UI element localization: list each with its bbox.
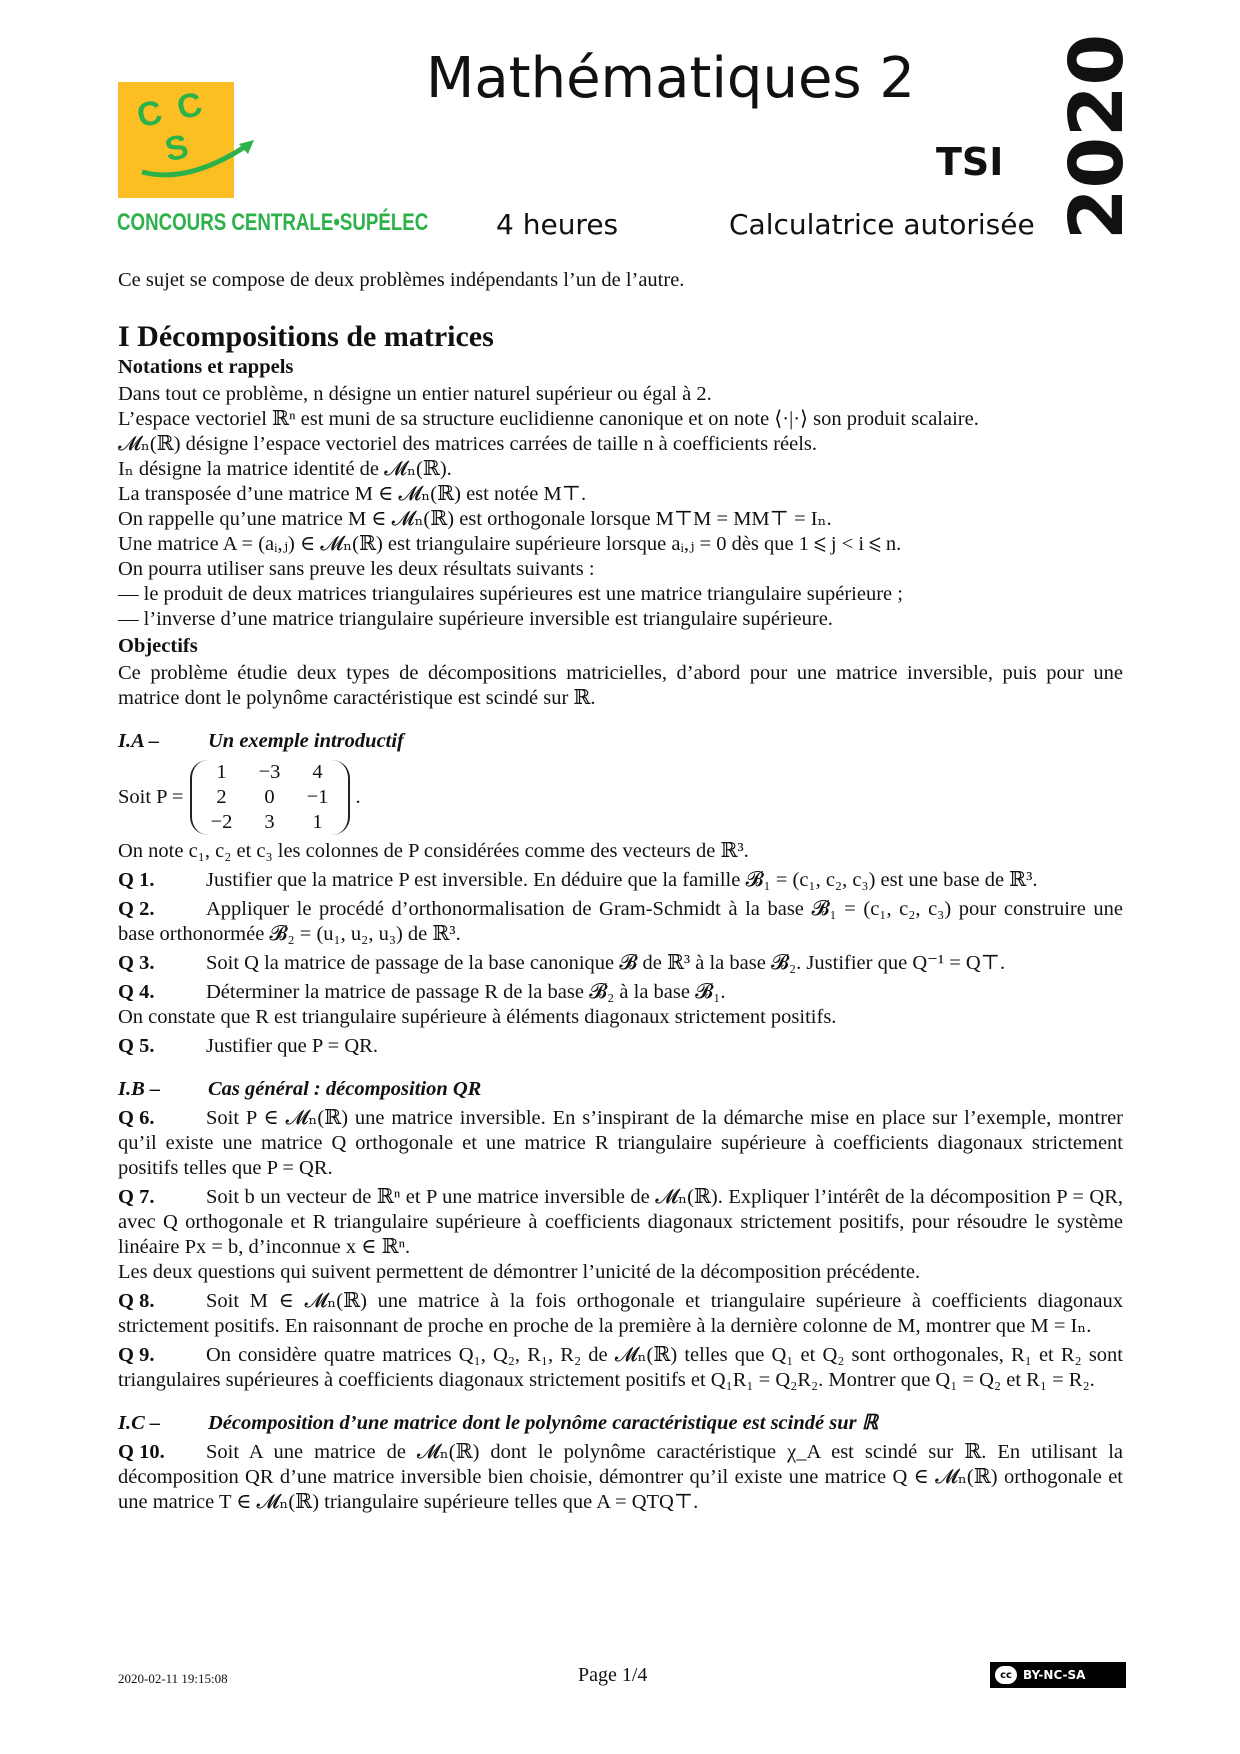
section-heading-ib xyxy=(118,1077,1123,1102)
question-number: Q 9. xyxy=(118,1344,155,1366)
notation-line: Une matrice A = (aᵢ,ⱼ) ∈ 𝓜ₙ(ℝ) est triangulaire supérieure lorsque aᵢ,ⱼ = 0 dès que 1 ⩽ j < i ⩽ n. xyxy=(118,533,902,555)
duration-label: 4 heures xyxy=(496,208,619,241)
page-title: Mathématiques 2 xyxy=(426,46,916,111)
year-label xyxy=(1050,34,1140,240)
license-badge xyxy=(990,1662,1126,1688)
notations-heading: Notations et rappels xyxy=(118,356,294,378)
question-number: Q 5. xyxy=(118,1035,155,1057)
question-q7 xyxy=(118,1185,1123,1260)
section-title: Un exemple introductif xyxy=(208,730,404,752)
bullet-item: — le produit de deux matrices triangulaires supérieures est une matrice triangulaire supérieure ; xyxy=(118,583,903,605)
question-number: Q 7. xyxy=(118,1186,155,1208)
notation-line: L’espace vectoriel ℝⁿ est muni de sa structure euclidienne canonique et on note ⟨·|·⟩ son produit scalaire. xyxy=(118,408,979,430)
notation-line: Iₙ désigne la matrice identité de 𝓜ₙ(ℝ). xyxy=(118,458,452,480)
matrix-label: Soit P = xyxy=(118,786,184,808)
notation-line: On rappelle qu’une matrice M ∈ 𝓜ₙ(ℝ) est orthogonale lorsque M⊤M = MM⊤ = Iₙ. xyxy=(118,508,832,530)
section-title: Cas général : décomposition QR xyxy=(208,1078,482,1100)
section-number: I.A – xyxy=(118,730,160,752)
notation-line: 𝓜ₙ(ℝ) désigne l’espace vectoriel des matrices carrées de taille n à coefficients réels. xyxy=(118,433,818,455)
question-text: Soit Q la matrice de passage de la base canonique 𝓑 de ℝ³ à la base 𝓑₂. Justifier que Q⁻¹ = Q⊤. xyxy=(206,952,1006,974)
question-q10 xyxy=(118,1440,1123,1515)
matrix-cell: −3 xyxy=(258,761,281,783)
logo-letter-s: S xyxy=(161,127,192,170)
section-title: Décomposition d’une matrice dont le polynôme caractéristique est scindé sur ℝ xyxy=(208,1412,878,1434)
logo-swoosh xyxy=(142,146,246,175)
calculator-label: Calculatrice autorisée xyxy=(729,208,1035,241)
matrix-cell: 4 xyxy=(312,761,323,783)
matrix-cell: 0 xyxy=(264,786,275,808)
question-text: Justifier que la matrice P est inversible. En déduire que la famille 𝓑₁ = (c₁, c₂, c₃) est une base de ℝ³. xyxy=(206,869,1038,891)
matrix-end: . xyxy=(355,786,361,808)
question-q5 xyxy=(118,1034,1123,1059)
notation-line: Dans tout ce problème, n désigne un entier naturel supérieur ou égal à 2. xyxy=(118,383,712,405)
question-text: On considère quatre matrices Q₁, Q₂, R₁, R₂ de 𝓜ₙ(ℝ) telles que Q₁ et Q₂ sont orthogonales, R₁ et R₂ sont triangulaires supérieures à coefficients diagonaux strictement positifs et Q₁R₁ = Q₂R₂. Montrer que Q₁ = Q₂ et R₁ = R₂. xyxy=(118,1344,1123,1391)
objectives-text: Ce problème étudie deux types de décompositions matricielles, d’abord pour une matrice inversible, puis pour une matrice dont le polynôme caractéristique est scindé sur ℝ. xyxy=(118,662,1123,709)
logo-letter-c2: C xyxy=(173,85,206,128)
question-number: Q 6. xyxy=(118,1107,155,1129)
question-number: Q 8. xyxy=(118,1290,155,1312)
footer-timestamp: 2020-02-11 19:15:08 xyxy=(118,1671,228,1686)
section-remark: Les deux questions qui suivent permettent de démontrer l’unicité de la décomposition précédente. xyxy=(118,1261,921,1283)
question-q9 xyxy=(118,1343,1123,1393)
question-number: Q 4. xyxy=(118,981,155,1003)
license-text: BY-NC-SA xyxy=(1023,1668,1086,1682)
question-q4 xyxy=(118,980,1123,1005)
matrix-cell: −2 xyxy=(210,811,233,833)
question-q6 xyxy=(118,1106,1123,1181)
track-label: TSI xyxy=(936,140,1004,184)
objectives-heading: Objectifs xyxy=(118,635,198,657)
notation-line: On pourra utiliser sans preuve les deux résultats suivants : xyxy=(118,558,595,580)
question-text: Justifier que P = QR. xyxy=(206,1035,378,1057)
matrix-cell: 1 xyxy=(312,811,323,833)
question-q3 xyxy=(118,951,1123,976)
question-q1 xyxy=(118,868,1123,893)
question-text: Déterminer la matrice de passage R de la base 𝓑₂ à la base 𝓑₁. xyxy=(206,981,726,1003)
matrix-cell: 1 xyxy=(216,761,227,783)
question-text: Appliquer le procédé d’orthonormalisation de Gram-Schmidt à la base 𝓑₁ = (c₁, c₂, c₃) pour construire une base orthonormée 𝓑₂ = (u₁, u₂, u₃) de ℝ³. xyxy=(118,898,1123,945)
matrix-cell: 3 xyxy=(264,811,275,833)
notation-line: La transposée d’une matrice M ∈ 𝓜ₙ(ℝ) est notée M⊤. xyxy=(118,483,587,505)
page-number: Page 1/4 xyxy=(578,1664,648,1686)
year-text: 2020 xyxy=(1054,34,1140,240)
question-number: Q 2. xyxy=(118,898,155,920)
matrix-p xyxy=(190,760,350,835)
logo-letter-c1: C xyxy=(133,93,166,136)
question-number: Q 3. xyxy=(118,952,155,974)
section-heading-ia xyxy=(118,729,1123,754)
logo xyxy=(118,82,234,198)
document-body xyxy=(118,268,1123,1515)
matrix-definition xyxy=(118,760,1123,835)
matrix-cell: −1 xyxy=(306,786,329,808)
question-number: Q 10. xyxy=(118,1441,165,1463)
section-note: On note c₁, c₂ et c₃ les colonnes de P considérées comme des vecteurs de ℝ³. xyxy=(118,840,749,862)
logo-mark-icon xyxy=(118,82,234,198)
intro-text: Ce sujet se compose de deux problèmes indépendants l’un de l’autre. xyxy=(118,269,685,291)
question-q2 xyxy=(118,897,1123,947)
bullet-item: — l’inverse d’une matrice triangulaire supérieure inversible est triangulaire supérieure. xyxy=(118,608,833,630)
question-text: Soit A une matrice de 𝓜ₙ(ℝ) dont le polynôme caractéristique χ_A est scindé sur ℝ. En utilisant la décomposition QR d’une matrice inversible bien choisie, démontrer qu’il existe une matrice Q ∈ 𝓜ₙ(ℝ) orthogonale et une matrice T ∈ 𝓜ₙ(ℝ) triangulaire supérieure telles que A = QTQ⊤. xyxy=(118,1441,1123,1513)
logo-text: CONCOURS CENTRALE•SUPÉLEC xyxy=(117,209,429,236)
question-number: Q 1. xyxy=(118,869,155,891)
matrix-cell: 2 xyxy=(216,786,227,808)
question-text: Soit P ∈ 𝓜ₙ(ℝ) une matrice inversible. En s’inspirant de la démarche mise en place sur l’exemple, montrer qu’il existe une matrice Q orthogonale et une matrice R triangulaire supérieure à coefficients diagonaux strictement positifs telles que P = QR. xyxy=(118,1107,1123,1179)
section-remark: On constate que R est triangulaire supérieure à éléments diagonaux strictement positifs. xyxy=(118,1006,837,1028)
section-number: I.B – xyxy=(118,1078,161,1100)
section-number: I.C – xyxy=(118,1412,161,1434)
section-heading-ic xyxy=(118,1411,1123,1436)
part-title: I Décompositions de matrices xyxy=(118,320,494,353)
question-text: Soit b un vecteur de ℝⁿ et P une matrice inversible de 𝓜ₙ(ℝ). Expliquer l’intérêt de la décomposition P = QR, avec Q orthogonale et R triangulaire supérieure à coefficients diagonaux strictement positifs, pour résoudre le système linéaire Px = b, d’inconnue x ∈ ℝⁿ. xyxy=(118,1186,1123,1258)
cc-icon: cc xyxy=(995,1666,1017,1684)
question-q8 xyxy=(118,1289,1123,1339)
question-text: Soit M ∈ 𝓜ₙ(ℝ) une matrice à la fois orthogonale et triangulaire supérieure à coefficients diagonaux strictement positifs. En raisonnant de proche en proche de la première à la dernière colonne de M, montrer que M = Iₙ. xyxy=(118,1290,1123,1337)
